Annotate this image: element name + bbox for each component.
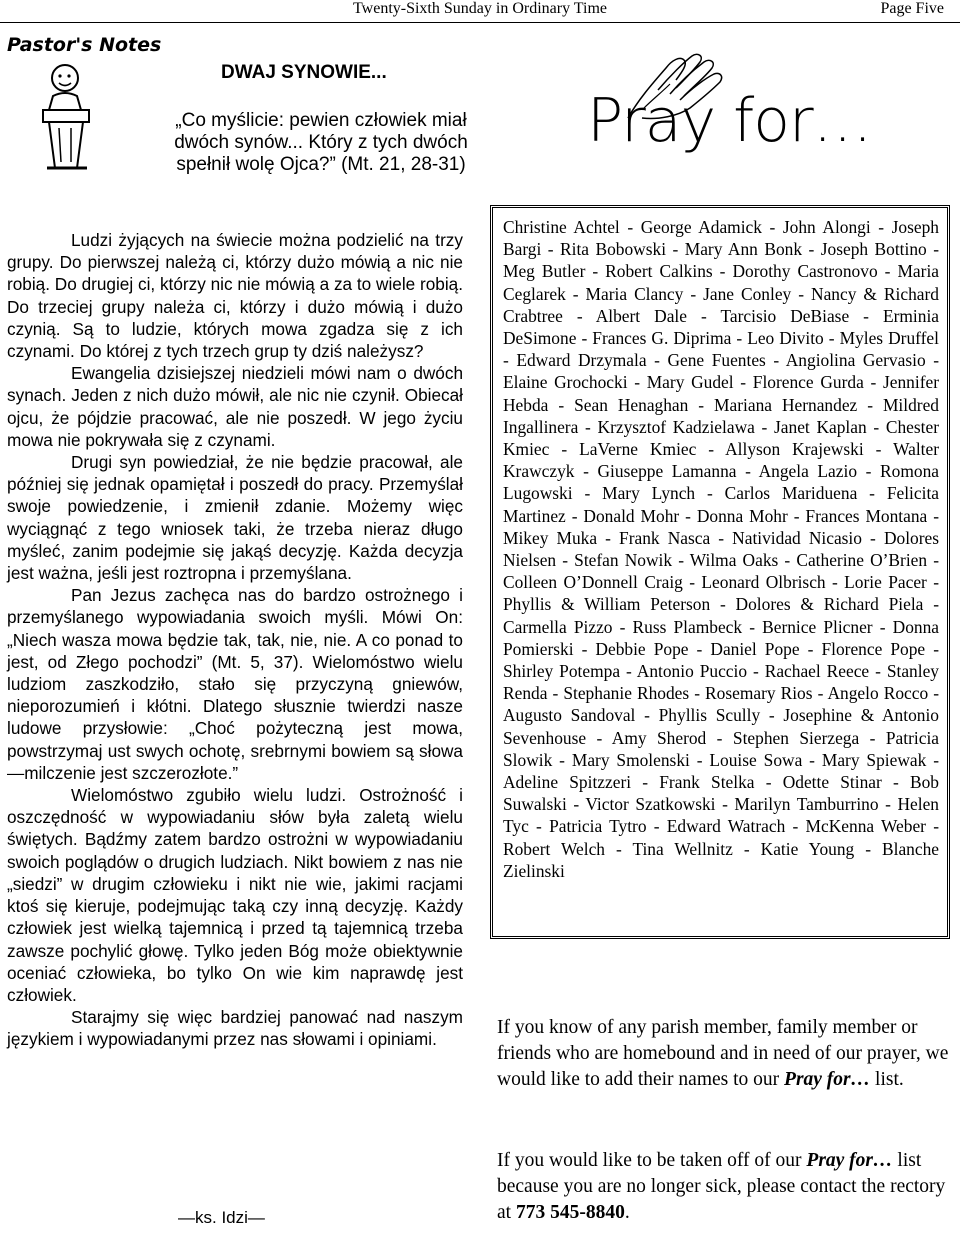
add-name-notice-text-end: list. xyxy=(870,1069,904,1090)
pastor-at-pulpit-icon xyxy=(35,56,105,172)
pray-for-title: Pray for… xyxy=(587,86,872,156)
add-name-notice-text: If you know of any parish member, family member or friends who are homebound and in need of our prayer, we would like to add their names to our xyxy=(497,1017,949,1090)
header-page-number: Page Five xyxy=(880,0,944,17)
sermon-paragraph: Wielomóstwo zgubiło wielu ludzi. Ostrożność i oszczędność w wypowiadaniu słów była zaletą wielu świętych. Bądźmy zatem bardzo ostrożni w wypowiadaniu swoich poglądów o drugich ludziach. Nikt bowiem z nas nie „siedzi” w drugim człowieku i nikt nie wie, jakimi racjami ktoś się kieruje, podejmując taką czy inną decyzję. Każdy człowiek jest wielką tajemnicą i przed tą tajemnicą trzeba zawsze pochylić głowę. Tylko jeden Bóg może obiektywnie oceniać człowieka, bo tylko On wie kim naprawdę jest człowiek. xyxy=(7,785,463,1005)
rectory-phone-number: 773 545-8840 xyxy=(515,1202,625,1223)
remove-name-notice-text-end: . xyxy=(624,1202,630,1223)
pray-for-names: Christine Achtel - George Adamick - John Alongi - Joseph Bargi - Rita Bobowski - Mary Ann Bonk - Joseph Bottino - Meg Butler - Robert Calkins - Dorothy Castronovo - Maria Ceglarek - Maria Clancy - Jane Conley - Nancy & Richard Crabtree - Albert Dale - Tarcisio DeBiase - Erminia DeSimone - Frances G. Diprima - Leo Divito - Myles Druffel - Edward Drzymala - Gene Fuentes - Angiolina Gervasio - Elaine Grochocki - Mary Gudel - Florence Gurda - Jennifer Hebda - Sean Henaghan - Mariana Hernandez - Mildred Ingallinera - Krzysztof Kadzielawa - Janet Kaplan - Chester Kmiec - LaVerne Kmiec - Allyson Krajewski - Walter Krawczyk - Giuseppe Lamanna - Angela Lazio - Romona Lugowski - Mary Lynch - Carlos Mariduena - Felicita Martinez - Donald Mohr - Donna Mohr - Frances Montana - Mikey Muka - Frank Nasca - Natividad Nicasio - Dolores Nielsen - Stefan Nowik - Wilma Oaks - Catherine O’Brien - Colleen O’Donnell Craig - Leonard Olbrisch - Lorie Pacer - Phyllis & William Peterson - Dolores & Richard Piela - Carmella Pizzo - Russ Plambeck - Bernice Plicner - Donna Pomierski - Debbie Pope - Daniel Pope - Florence Pope - Shirley Potempa - Antonio Puccio - Rachael Reece - Stanley Renda - Stephanie Rhodes - Rosemary Rios - Angelo Rocco - Augusto Sandoval - Phyllis Scully - Josephine & Antonio Sevenhouse - Amy Sherod - Stephen Sierzega - Patricia Slowik - Mary Smolenski - Louise Sowa - Mary Spiewak - Adeline Spitzzeri - Frank Stelka - Odette Stinar - Bob Suwalski - Victor Szatkowski - Marilyn Tamburrino - Helen Tyc - Patricia Tytro - Edward Watrach - McKenna Weber - Robert Welch - Tina Wellnitz - Katie Young - Blanche Zielinski xyxy=(503,217,939,881)
remove-name-notice-text: If you would like to be taken off of our xyxy=(497,1150,807,1171)
remove-name-notice-text-mid: list because you are no longer sick, please contact the rectory at xyxy=(497,1150,946,1223)
sermon-signature: —ks. Idzi— xyxy=(178,1208,265,1227)
sermon-body xyxy=(7,229,463,1051)
sermon-title: DWAJ SYNOWIE... xyxy=(221,62,387,83)
add-name-notice xyxy=(497,1015,952,1093)
pastor-notes-heading: Pastor's Notes xyxy=(7,34,162,56)
sermon-scripture-quote: „Co myślicie: pewien człowiek miał dwóch synów... Który z tych dwóch spełnił wolę Ojca?” (Mt. 21, 28-31) xyxy=(174,110,468,175)
sermon-paragraph: Ewangelia dzisiejszej niedzieli mówi nam o dwóch synach. Jeden z nich dużo mówił, ale nic nie czynił. Obiecał ojcu, że pójdzie pracować, ale nie poszedł. W jego życiu mowa nie pokrywała się z czynami. xyxy=(7,363,463,450)
header-liturgical-title: Twenty-Sixth Sunday in Ordinary Time xyxy=(353,0,607,17)
remove-name-notice xyxy=(497,1148,952,1226)
sermon-paragraph: Ludzi żyjących na świecie można podzielić na trzy grupy. Do pierwszej należą ci, którzy dużo mówią a nic nie robią. Do drugiej ci, którzy nic nie mówią a za to wiele robią. Do trzeciej grupy należa ci, którzy i dużo mówią i dużo czynią. Są to ludzie, których mowa zgadza się z ich czynami. Do której z tych trzech grup ty dziś należysz? xyxy=(7,230,463,362)
add-name-notice-list-name: Pray for… xyxy=(784,1069,871,1090)
remove-name-notice-list-name: Pray for… xyxy=(806,1150,893,1171)
sermon-paragraph: Pan Jezus zachęca nas do bardzo ostrożnego i przemyślanego wypowiadania swoich myśli. Mówi On: „Niech wasza mowa będzie tak, tak, nie, nie. A co ponad to jest, od Złego pochodzi” (Mt. 5, 37). Wielomóstwo wielu ludziom zaszkodziło, stało się przyczyną gniewów, nieporozumień i kłótni. Dlatego słusznie twierdzi nasze ludowe przysłowie: „Choć pożyteczną jest mowa, powstrzymaj ust swych ochotę, srebrnymi bowiem są słowa—milczenie jest szczerozłote.” xyxy=(7,585,463,783)
pray-for-list-box xyxy=(490,205,950,939)
page-header xyxy=(0,0,960,22)
sermon-paragraph: Drugi syn powiedział, że nie będzie pracował, ale później się jednak opamiętał i poszedł do pracy. Przemyślał swoje powiedzenie, i zmienił zdanie. Możemy więc wyciągnąć z tego wniosek taki, że trzeba nieraz długo myśleć, zanim podejmie się jakąś decyzję. Każda decyzja jest ważna, jeśli jest roztropna i przemyślana. xyxy=(7,452,463,584)
header-divider xyxy=(0,22,960,23)
sermon-paragraph: Starajmy się więc bardziej panować nad naszym językiem i wypowiadanymi przez nas słowami i opiniami. xyxy=(7,1007,463,1050)
